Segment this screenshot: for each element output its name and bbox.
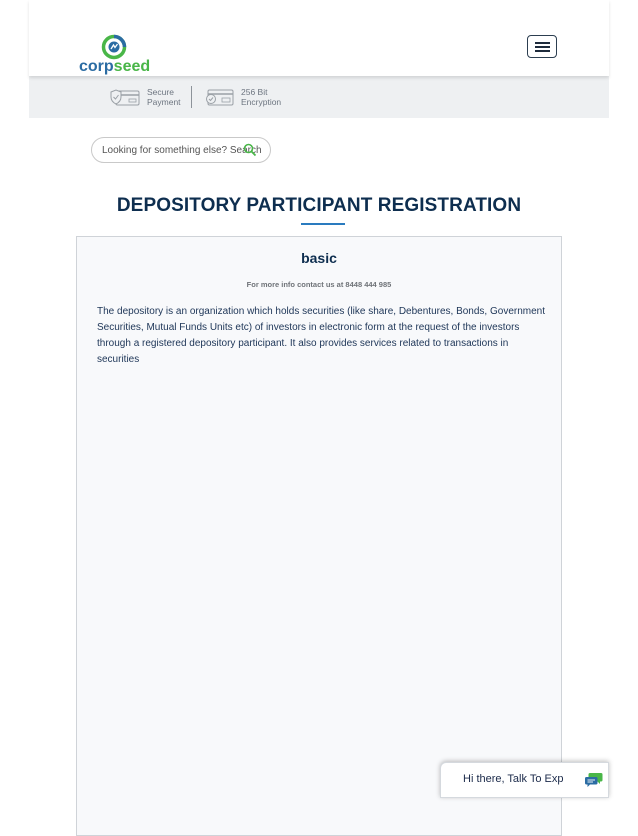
secure-payment-badge (110, 87, 190, 109)
chat-bubbles-icon[interactable] (585, 772, 603, 788)
hamburger-icon-bar (535, 50, 550, 52)
card-lock-icon (204, 88, 234, 108)
logo-wordmark: corpseed (79, 58, 151, 75)
menu-toggle-button[interactable] (527, 35, 557, 58)
page (29, 0, 609, 826)
plan-description: The depository is an organization which holds securities (like share, Debentures, Bonds, Government Securities, Mutual Funds Units etc) of investors in electronic form at the request of the investors through a registered depository participant. It also provides services related to transactions in securities (97, 306, 546, 365)
trust-strip (29, 76, 609, 118)
logo-mark-icon (101, 34, 127, 60)
contact-info: For more info contact us at 8448 444 985 (246, 280, 392, 289)
plan-title: basic (301, 250, 337, 266)
hamburger-icon-bar (535, 42, 550, 44)
trust-divider (191, 86, 192, 108)
title-underline (301, 223, 345, 225)
secure-payment-label: Secure Payment (147, 87, 181, 107)
chat-prompt: Hi there, Talk To Exp (463, 773, 564, 785)
encryption-label: 256 Bit Encryption (241, 87, 282, 107)
search-icon[interactable] (243, 143, 257, 157)
chat-widget[interactable] (440, 762, 609, 798)
search-box[interactable] (91, 137, 271, 163)
corpseed-logo[interactable] (79, 34, 153, 78)
plan-card (76, 236, 562, 836)
hamburger-icon-bar (535, 46, 550, 48)
page-title: DEPOSITORY PARTICIPANT REGISTRATION (116, 195, 522, 216)
site-header (29, 0, 609, 76)
search-input[interactable] (102, 141, 262, 159)
card-shield-icon (110, 88, 140, 108)
encryption-badge (204, 87, 294, 109)
